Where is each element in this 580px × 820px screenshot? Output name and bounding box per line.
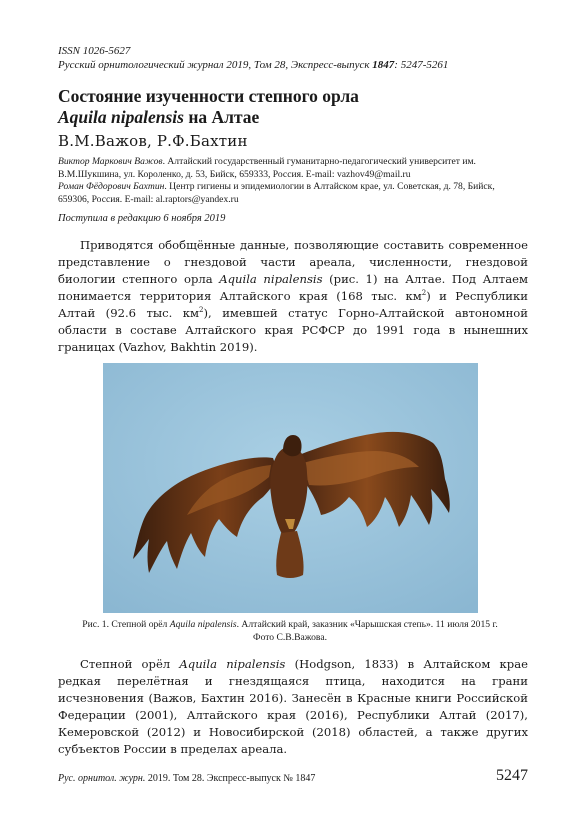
superscript: 2: [199, 306, 204, 315]
species-latin: Aquila nipalensis: [219, 272, 323, 286]
article-title: [58, 86, 528, 128]
journal-header: [58, 44, 528, 72]
paragraph-intro: [58, 237, 528, 356]
affiliation-text: . Алтайский государственный гуманитарно-педагогический университет им. В.М.Шукшина, ул. Короленко, д. 53, Бийск, 659333, Россия. E-mail: vazhov49@mail.ru: [58, 156, 476, 180]
footer-citation: [58, 772, 418, 785]
text-run: Степной орёл: [80, 657, 180, 671]
author-name: Роман Фёдорович Бахтин: [58, 181, 165, 193]
footer-issue: 2019. Том 28. Экспресс-выпуск № 1847: [145, 773, 316, 784]
title-line-2: [58, 107, 528, 128]
issn: ISSN 1026-5627: [58, 45, 131, 57]
title-species-latin: Aquila nipalensis: [58, 107, 184, 127]
caption-text: . Алтайский край, заказник «Чарышская степь». 11 июля 2015 г. Фото С.В.Важова.: [236, 619, 498, 643]
paragraph-status: [58, 656, 528, 758]
text-run: Приводятся обобщённые данные, позволяющие составить современное представление о гнездовой части ареала, численности, гнездовой биологии степного орла: [58, 238, 528, 286]
title-suffix: на Алтае: [183, 107, 260, 127]
text-run: (Hodgson, 1833) в Алтайском крае редкая перелётная и гнездящаяся птица, находится на грани исчезновения (Важов, Бахтин 2016). Занесён в Красные книги Российской Федерации (2001), Алтайского края (2016), Республики Алтай (2017), Кемеровской (2012) и Новосибирской (2018) областей, а также других субъектов России в пределах ареала.: [58, 657, 529, 756]
affiliations: [58, 156, 528, 206]
page-number: 5247: [496, 767, 528, 784]
received-date: Поступила в редакцию 6 ноября 2019: [58, 213, 226, 224]
authors: В.М.Важов, Р.Ф.Бахтин: [58, 132, 248, 150]
text-run: (рис. 1) на Алтае. Под Алтаем понимается территория Алтайского края (168 тыс. км: [58, 272, 528, 303]
author-name: Виктор Маркович Важов: [58, 156, 163, 167]
caption-species-latin: Aquila nipalensis: [169, 619, 237, 630]
affiliation-text: . Центр гигиены и эпидемиологии в Алтайском крае, ул. Советская, д. 78, Бийск, 659306, Россия. E-mail: al.raptors@yandex.ru: [58, 181, 495, 205]
superscript: 2: [421, 289, 427, 298]
text-run: ) и Республики Алтай (92.6 тыс. км: [58, 289, 528, 320]
species-latin: Aquila nipalensis: [179, 657, 286, 671]
journal-abbreviation: Рус. орнитол. журн.: [58, 773, 146, 784]
journal-name: Русский орнитологический журнал 2019, Том 28, Экспресс-выпуск: [58, 59, 373, 71]
issue-number: 1847: [372, 59, 395, 71]
figure-caption: [80, 618, 500, 644]
journal-citation: [58, 58, 528, 72]
affiliation-1: [58, 156, 528, 181]
caption-text: Рис. 1. Степной орёл: [82, 619, 170, 630]
title-line-1: Состояние изученности степного орла: [58, 86, 359, 106]
text-run: ), имевшей статус Горно-Алтайской автономной области в составе Алтайского края РСФСР до 1991 года в нынешних границах (Vazhov, Bakhtin 2019).: [58, 306, 528, 354]
page-range: : 5247-5261: [394, 59, 449, 71]
eagle-photo: [103, 363, 478, 613]
affiliation-2: [58, 181, 528, 206]
